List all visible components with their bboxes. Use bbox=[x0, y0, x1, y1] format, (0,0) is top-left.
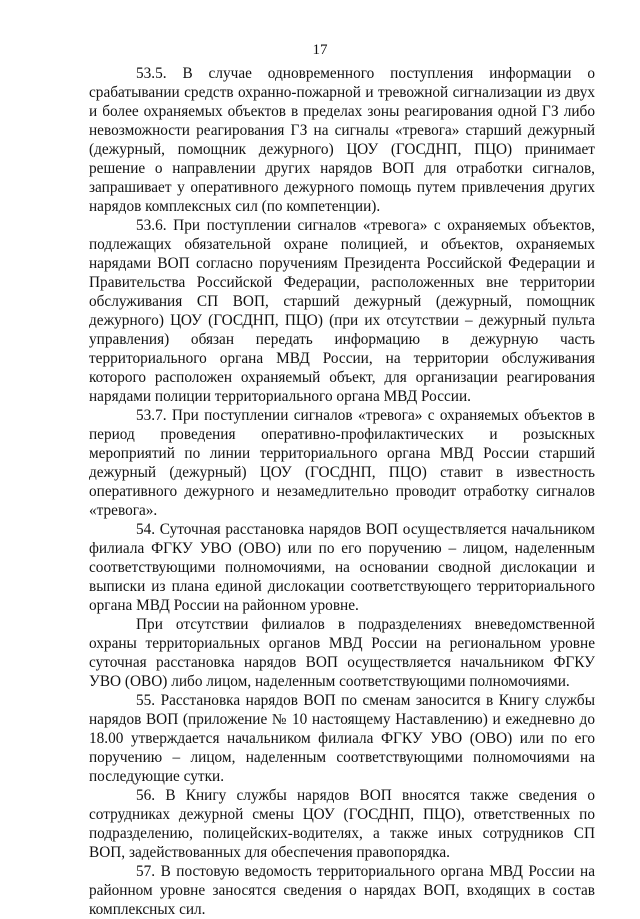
paragraph-55: 55. Расстановка нарядов ВОП по сменам заносится в Книгу службы нарядов ВОП (приложение № 10 настоящему Наставлению) и ежедневно до 18.00 утверждается начальником филиала ФГКУ УВО (ОВО) или по его поручению – лицом, наделенным соответствующими полномочиями на последующие сутки. bbox=[89, 692, 595, 785]
paragraph-54-continued: При отсутствии филиалов в подразделениях вневедомственной охраны территориальных органов МВД России на региональном уровне суточная расстановка нарядов ВОП осуществляется начальником ФГКУ УВО (ОВО) либо лицом, наделенным соответствующими полномочиями. bbox=[89, 616, 595, 690]
paragraph-53-6: 53.6. При поступлении сигналов «тревога» с охраняемых объектов, подлежащих обязательной охране полицией, и объектов, охраняемых нарядами ВОП согласно поручениям Президента Российской Федерации и Правительства Российской Федерации, расположенных вне территории обслуживания СП ВОП, старший дежурный (дежурный, помощник дежурного) ЦОУ (ГОСДНП, ПЦО) (при их отсутствии – дежурный пульта управления) обязан передать информацию в дежурную часть территориального органа МВД России, на территории обслуживания которого расположен охраняемый объект, для организации реагирования нарядами полиции территориального органа МВД России. bbox=[89, 217, 595, 405]
paragraph-57: 57. В постовую ведомость территориального органа МВД России на районном уровне заносятся сведения о нарядах ВОП, входящих в состав комплексных сил. bbox=[89, 863, 595, 918]
paragraph-53-5: 53.5. В случае одновременного поступления информации о срабатывании средств охранно-пожарной и тревожной сигнализации из двух и более охраняемых объектов в пределах зоны реагирования одной ГЗ либо невозможности реагирования ГЗ на сигналы «тревога» старший дежурный (дежурный, помощник дежурного) ЦОУ (ГОСДНП, ПЦО) принимает решение о направлении других нарядов ВОП для отработки сигналов, запрашивает у оперативного дежурного помощь путем привлечения других нарядов комплексных сил (по компетенции). bbox=[89, 65, 595, 215]
paragraph-54: 54. Суточная расстановка нарядов ВОП осуществляется начальником филиала ФГКУ УВО (ОВО) или по его поручению – лицом, наделенным соответствующими полномочиями, на основании сводной дислокации и выписки из плана единой дислокации соответствующего территориального органа МВД России на районном уровне. bbox=[89, 521, 595, 614]
paragraph-56: 56. В Книгу службы нарядов ВОП вносятся также сведения о сотрудниках дежурной смены ЦОУ (ГОСДНП, ПЦО), ответственных по подразделению, полицейских-водителях, а также иных сотрудников СП ВОП, задействованных для обеспечения правопорядка. bbox=[89, 787, 595, 861]
paragraph-53-7: 53.7. При поступлении сигналов «тревога» с охраняемых объектов в период проведения оперативно-профилактических и розыскных мероприятий по линии территориального органа МВД России старший дежурный (дежурный) ЦОУ (ГОСДНП, ПЦО) ставит в известность оперативного дежурного и незамедлительно проводит отработку сигналов «тревога». bbox=[89, 407, 595, 519]
document-body bbox=[89, 64, 595, 919]
page-number: 17 bbox=[312, 42, 328, 58]
